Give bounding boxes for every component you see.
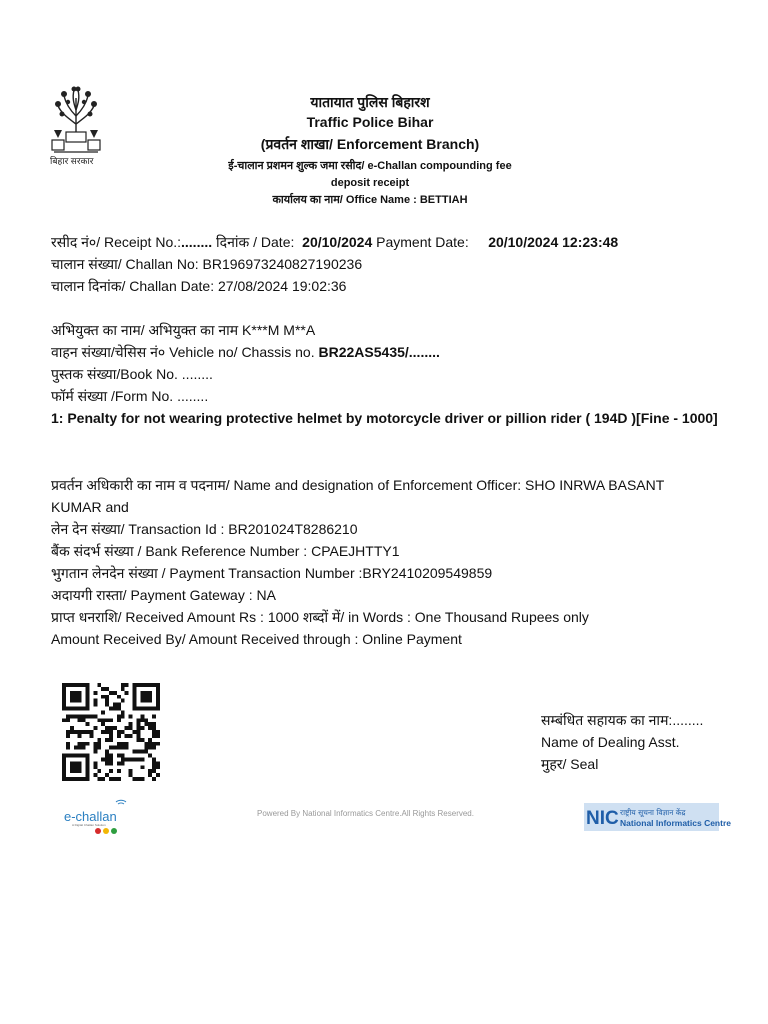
accused-name: अभियुक्त का नाम/ अभियुक्त का नाम K***M M**A	[51, 322, 316, 338]
office-name: कार्यालय का नाम/ Office Name : BETTIAH	[272, 194, 468, 206]
subtitle-line-1: ई-चालान प्रशमन शुल्क जमा रसीद/ e-Challan compounding fee	[228, 160, 512, 172]
nic-logo	[584, 803, 731, 831]
branch-title: (प्रवर्तन शाखा/ Enforcement Branch)	[260, 136, 480, 152]
seal-label: मुहर/ Seal	[541, 756, 599, 772]
vehicle-label: वाहन संख्या/चेसिस नं० Vehicle no/ Chassis no.	[51, 344, 319, 360]
dealing-assistant-name-en: Name of Dealing Asst.	[541, 734, 680, 750]
nic-hindi-name: राष्ट्रीय सूचना विज्ञान केंद्र	[620, 808, 686, 817]
dealing-assistant-name-hi: सम्बंधित सहायक का नाम:........	[541, 712, 704, 728]
title-hindi: यातायात पुलिस बिहारश	[310, 94, 430, 110]
payment-gateway: अदायगी रास्ता/ Payment Gateway : NA	[51, 587, 276, 603]
emblem-caption: बिहार सरकार	[50, 156, 94, 166]
nic-english-name: National Informatics Centre	[620, 818, 731, 828]
payment-date: 20/10/2024 12:23:48	[488, 234, 619, 250]
challan-date: चालान दिनांक/ Challan Date: 27/08/2024 19:02:36	[51, 278, 347, 294]
received-through: Amount Received By/ Amount Received through : Online Payment	[51, 631, 462, 647]
form-no: फॉर्म संख्या /Form No. ........	[51, 388, 209, 404]
enforcement-officer: प्रवर्तन अधिकारी का नाम व पदनाम/ Name and designation of Enforcement Officer: SHO INRWA BASANT KUMAR and	[51, 477, 665, 515]
bank-reference: बैंक संदर्भ संख्या / Bank Reference Number : CPAEJHTTY1	[51, 543, 400, 559]
transaction-id: लेन देन संख्या/ Transaction Id : BR201024T8286210	[51, 521, 358, 537]
vehicle-no: BR22AS5435/........	[318, 344, 440, 360]
penalty-description: 1: Penalty for not wearing protective helmet by motorcycle driver or pillion rider ( 194D )[Fine - 1000]	[51, 410, 718, 426]
receipt-no-label: रसीद नं०/ Receipt No.:	[51, 234, 182, 250]
powered-by-text: Powered By National Informatics Centre.All Rights Reserved.	[257, 809, 474, 818]
book-no: पुस्तक संख्या/Book No. ........	[51, 366, 213, 382]
receipt-subtitle	[170, 158, 570, 192]
payment-details	[51, 474, 731, 650]
echallan-logo	[62, 800, 132, 836]
received-amount: प्राप्त धनराशि/ Received Amount Rs : 1000 शब्दों में/ in Words : One Thousand Rupees only	[51, 609, 589, 625]
receipt-details	[51, 231, 731, 297]
accused-details	[51, 319, 731, 429]
subtitle-line-2: deposit receipt	[330, 177, 410, 189]
title-english: Traffic Police Bihar	[306, 114, 434, 130]
receipt-line	[51, 231, 731, 253]
dealing-assistant-block	[541, 709, 703, 775]
echallan-logo-text: e-challan	[64, 809, 117, 824]
nic-abbr: NIC	[586, 808, 619, 829]
date-label: दिनांक / Date:	[212, 234, 295, 250]
receipt-header	[170, 92, 570, 209]
challan-no: चालान संख्या/ Challan No: BR196973240827190236	[51, 256, 363, 272]
vehicle-line	[51, 341, 731, 363]
payment-date-label: Payment Date:	[372, 234, 469, 250]
receipt-no: ........	[181, 234, 213, 250]
receipt-date: 20/10/2024	[302, 234, 373, 250]
qr-code-icon	[62, 683, 160, 781]
echallan-tagline: A Digital Challan Solution	[72, 823, 106, 827]
payment-transaction-number: भुगतान लेनदेन संख्या / Payment Transaction Number :BRY2410209549859	[51, 565, 493, 581]
